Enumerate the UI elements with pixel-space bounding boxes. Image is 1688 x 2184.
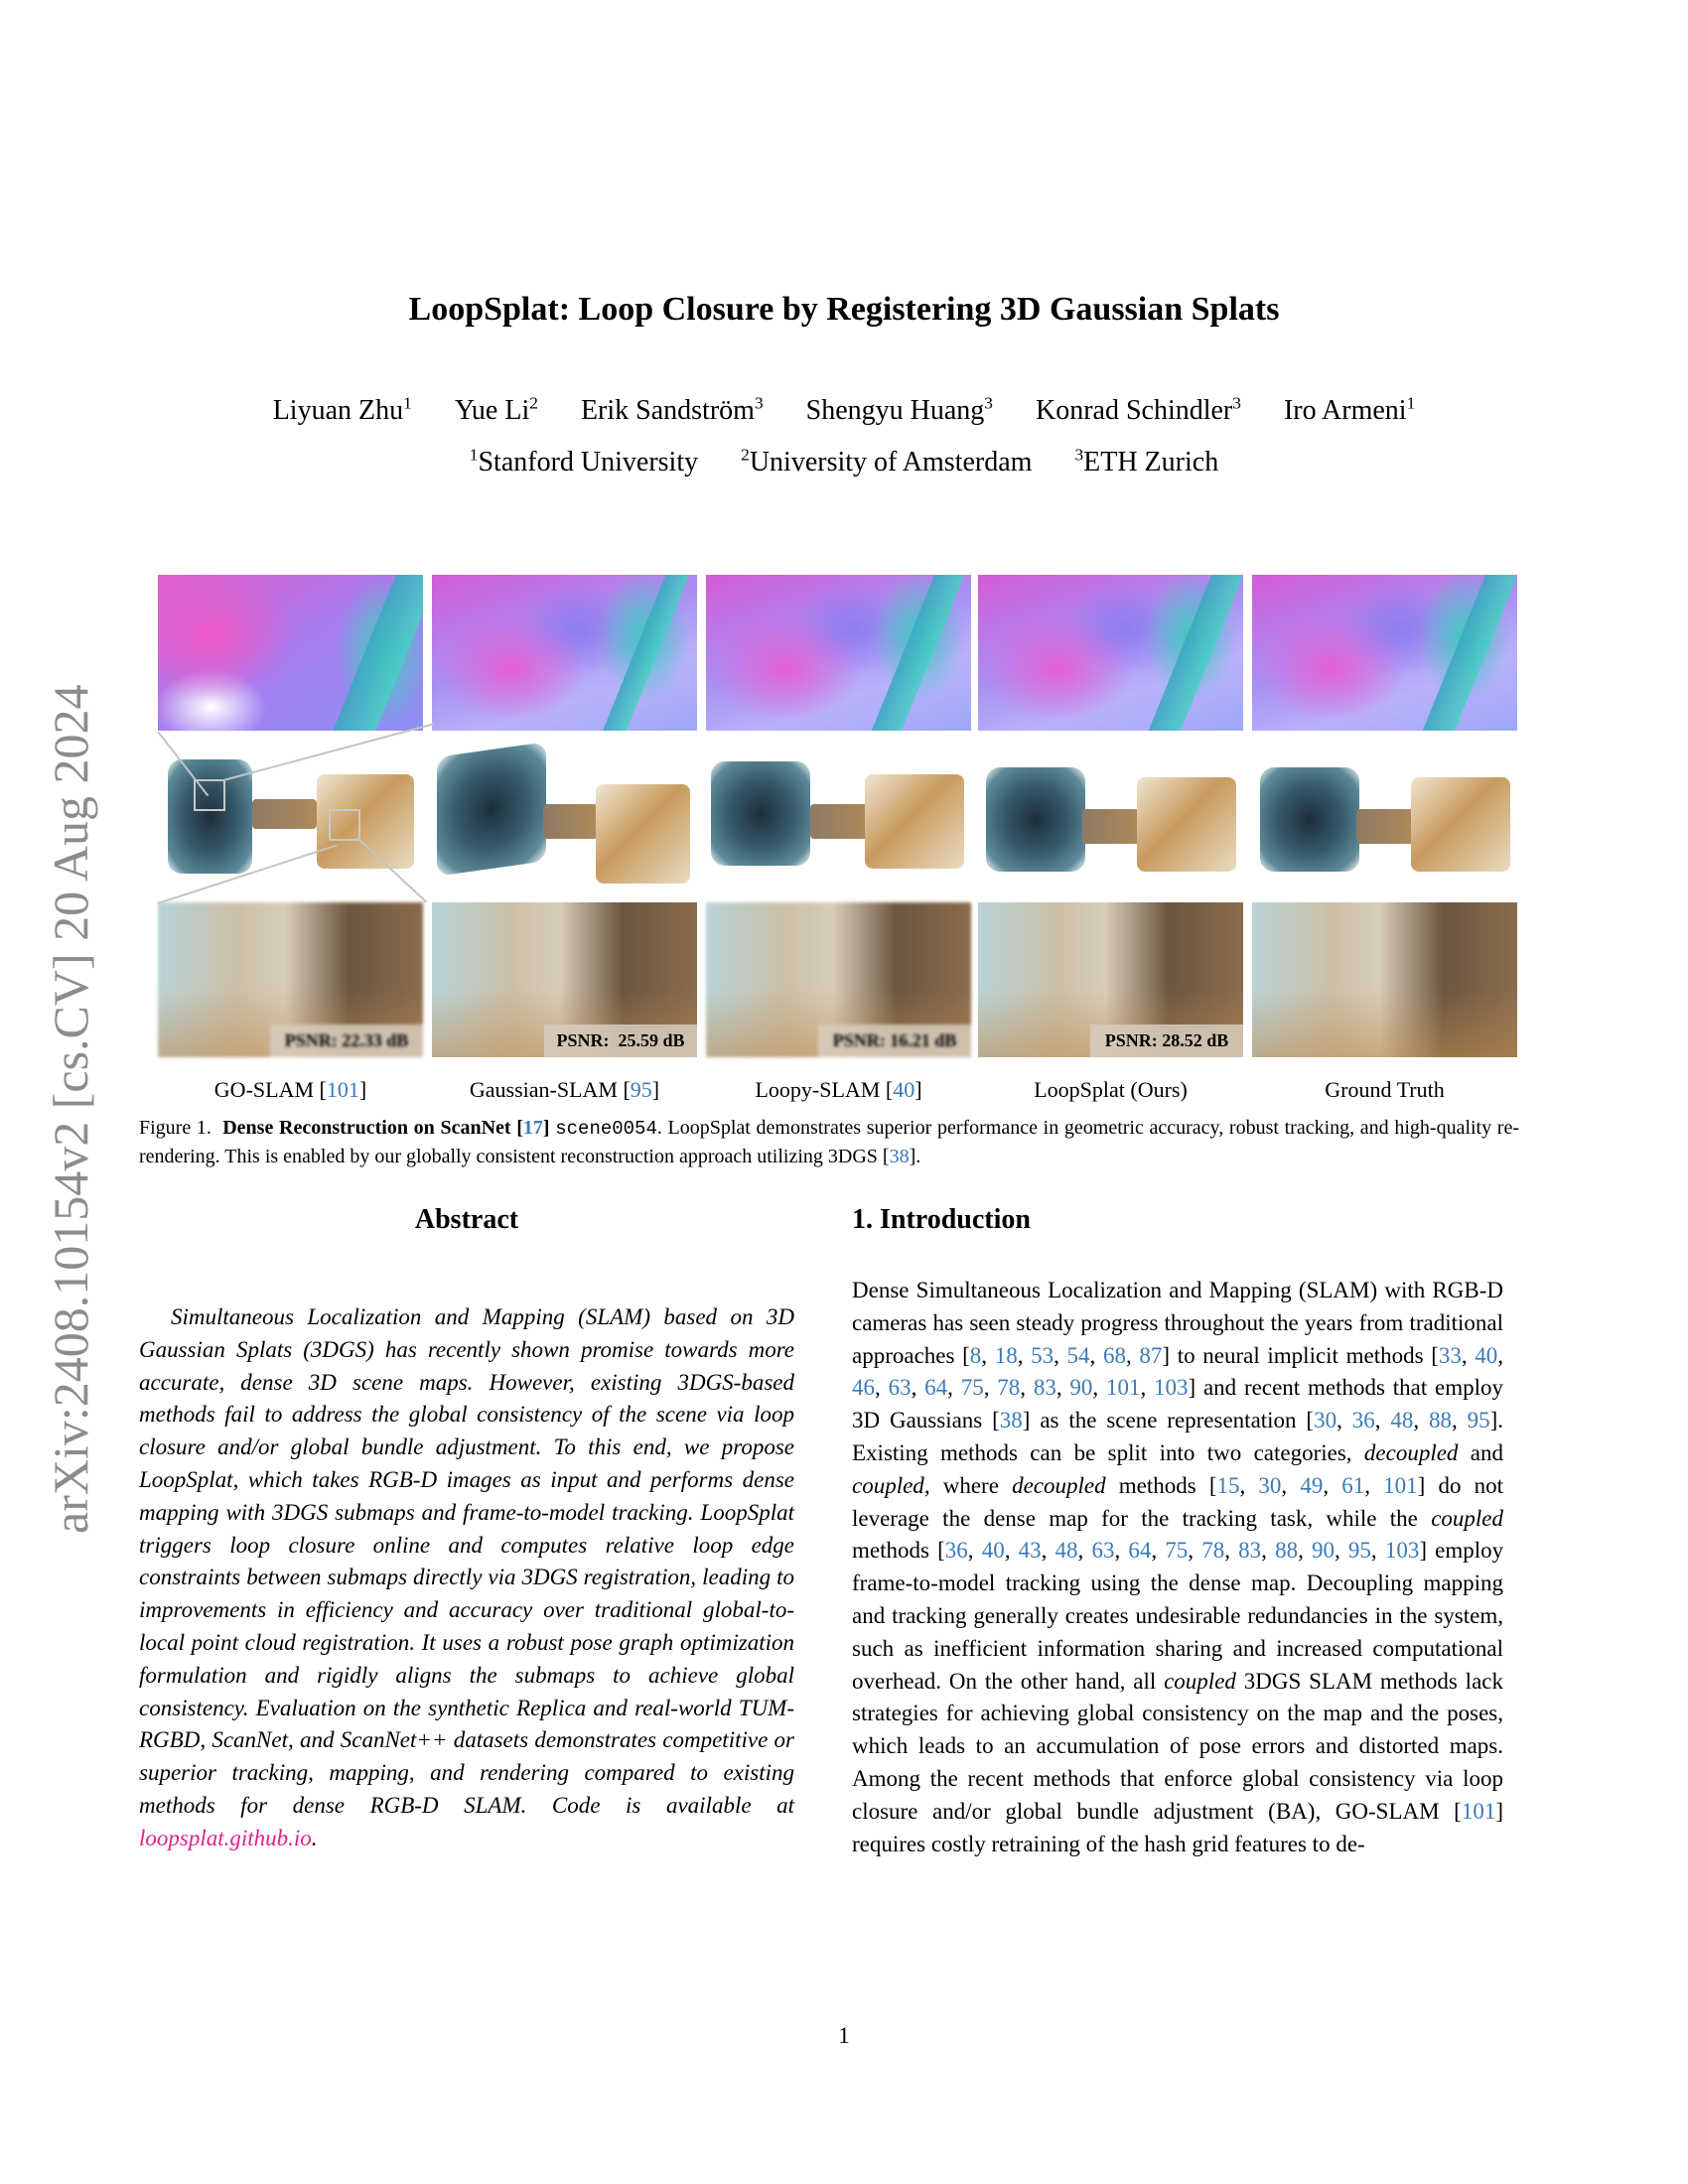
body-text: , — [1054, 1342, 1067, 1368]
body-text: , — [1092, 1375, 1106, 1401]
abstract-heading: Abstract — [414, 1204, 519, 1235]
method-name: Ground Truth — [1325, 1077, 1445, 1102]
scene-id: scene0054 — [555, 1118, 657, 1140]
figure-label: Figure 1. — [139, 1117, 211, 1139]
affiliation — [1074, 446, 1218, 479]
citation-link[interactable]: 40 — [1475, 1342, 1498, 1368]
citation-link[interactable]: 15 — [1216, 1472, 1240, 1498]
caption-bold — [222, 1117, 549, 1139]
citation-link[interactable]: 36 — [944, 1538, 968, 1564]
body-text: , — [1281, 1472, 1301, 1498]
citation-link[interactable]: 18 — [994, 1342, 1018, 1368]
psnr-label: PSNR: 28.52 dB — [1090, 1024, 1243, 1057]
figure-caption — [139, 1114, 1519, 1170]
affiliation-marker: 1 — [1406, 393, 1416, 413]
citation-link[interactable]: 95 — [1347, 1538, 1371, 1564]
method-name: LoopSplat (Ours) — [1034, 1077, 1188, 1102]
abstract-body — [139, 1301, 794, 1855]
method-label-loopsplat — [978, 1077, 1243, 1103]
author — [1036, 394, 1241, 428]
normal-map-ground-truth — [1252, 575, 1517, 731]
method-label-go-slam: GO-SLAM [101] — [213, 1077, 367, 1102]
body-text: , — [1224, 1538, 1239, 1564]
body-text: Dense Simultaneous Localization and Mapping (SLAM) with RGB-D cameras has seen steady progress throughout the years from traditional approaches [ — [852, 1278, 1503, 1368]
method-label-gaussian-slam: Gaussian-SLAM [95] — [469, 1077, 660, 1102]
citation-link[interactable]: 36 — [1351, 1408, 1375, 1433]
zoom-box — [329, 809, 360, 841]
citation-link[interactable]: 101 — [1105, 1375, 1141, 1401]
citation-link[interactable]: 61 — [1341, 1472, 1365, 1498]
page-number: 1 — [838, 2023, 850, 2048]
citation-link[interactable]: 43 — [1018, 1538, 1042, 1564]
paper-title: LoopSplat: Loop Closure by Registering 3D Gaussian Splats — [408, 291, 1280, 328]
render-loopsplat — [978, 902, 1243, 1057]
affiliation-number: 1 — [469, 445, 479, 465]
citation-link[interactable]: 63 — [1091, 1538, 1115, 1564]
affiliation-name: University of Amsterdam — [749, 447, 1033, 478]
body-text: , — [981, 1342, 995, 1368]
body-text: , — [1413, 1408, 1429, 1433]
body-text: , — [1017, 1342, 1032, 1368]
psnr-label: PSNR: 16.21 dB — [818, 1024, 971, 1057]
citation-link[interactable]: 30 — [1314, 1408, 1337, 1433]
affiliation-number: 2 — [741, 445, 750, 465]
body-text: , — [1461, 1342, 1476, 1368]
body-text: , — [1114, 1538, 1129, 1564]
citation-link[interactable]: 54 — [1066, 1342, 1090, 1368]
body-text: , — [1020, 1375, 1034, 1401]
reconstruction-gaussian-slam — [432, 740, 697, 893]
body-text: , — [1370, 1538, 1385, 1564]
abstract-end: . — [311, 1825, 318, 1850]
body-text: , — [1151, 1538, 1166, 1564]
body-text: , — [1334, 1538, 1348, 1564]
body-text: , — [875, 1375, 889, 1401]
author-name: Konrad Schindler — [1035, 395, 1233, 426]
author-name: Shengyu Huang — [805, 395, 985, 426]
citation-link[interactable]: 53 — [1031, 1342, 1055, 1368]
body-text: , — [1125, 1342, 1140, 1368]
citation-link[interactable]: 101 — [1383, 1472, 1418, 1498]
caption-bold-text: Dense Reconstruction on ScanNet [ — [222, 1117, 523, 1139]
method-label-loopy-slam: Loopy-SLAM [40] — [755, 1077, 922, 1102]
emphasis-text: coupled — [852, 1472, 924, 1498]
author — [581, 394, 764, 428]
body-text: , — [1298, 1538, 1312, 1564]
render-gaussian-slam — [432, 902, 697, 1057]
body-text: , — [1188, 1538, 1202, 1564]
body-text: , — [1089, 1342, 1103, 1368]
psnr-label: PSNR: 25.59 dB — [544, 1024, 697, 1057]
citation-link[interactable]: 95 — [630, 1077, 652, 1102]
body-text: , — [1374, 1408, 1391, 1433]
citation-link[interactable]: 75 — [960, 1375, 984, 1401]
citation-link[interactable]: 88 — [1275, 1538, 1299, 1564]
body-text: ]. Existing methods can be split into two categories, — [852, 1408, 1504, 1465]
citation-link[interactable]: 90 — [1069, 1375, 1093, 1401]
citation-link[interactable]: 48 — [1055, 1538, 1078, 1564]
abstract-text: Simultaneous Localization and Mapping (SLAM) based on 3D Gaussian Splats (3DGS) has recently shown promise towards more accurate, dense 3D scene maps. However, existing 3DGS-based methods fail to address the global consistency of the scene via loop closure and/or global bundle adjustment. To this end, we propose LoopSplat, which takes RGB-D images as input and performs dense mapping with 3DGS submaps and frame-to-model tracking. LoopSplat triggers loop closure online and computes relative loop edge constraints between submaps directly via 3DGS registration, leading to improvements in efficiency and accuracy over traditional global-to-local point cloud registration. It uses a robust pose graph optimization formulation and rigidly aligns the submaps to achieve global consistency. Evaluation on the synthetic Replica and real-world TUM-RGBD, ScanNet, and ScanNet++ datasets demonstrates competitive or superior tracking, mapping, and rendering compared to existing methods for dense RGB-D SLAM. Code is available at — [139, 1304, 794, 1818]
citation-link[interactable]: 40 — [893, 1077, 915, 1102]
body-text: , — [1077, 1538, 1092, 1564]
method-label-ground-truth — [1252, 1077, 1517, 1103]
affiliation-marker: 3 — [754, 393, 764, 413]
author — [806, 394, 993, 428]
body-text: , — [947, 1375, 961, 1401]
affiliation-marker: 3 — [1232, 393, 1241, 413]
body-text: , where — [923, 1472, 1013, 1498]
body-text: , — [1336, 1408, 1352, 1433]
citation-link[interactable]: 49 — [1300, 1472, 1324, 1498]
citation-link[interactable]: 48 — [1390, 1408, 1414, 1433]
render-ground-truth — [1252, 902, 1517, 1057]
citation-link[interactable]: 88 — [1428, 1408, 1452, 1433]
citation-link[interactable]: 78 — [1201, 1538, 1225, 1564]
normal-map-loopsplat — [978, 575, 1243, 731]
body-text: and — [1458, 1439, 1503, 1465]
citation-link[interactable]: 87 — [1139, 1342, 1163, 1368]
body-text: , — [1451, 1408, 1468, 1433]
author-name: Iro Armeni — [1283, 395, 1407, 426]
caption-bold-end: ] — [542, 1117, 550, 1139]
project-link[interactable]: loopsplat.github.io — [139, 1825, 312, 1850]
citation-link[interactable]: 38 — [999, 1408, 1023, 1433]
author — [1284, 394, 1415, 428]
body-text: , — [983, 1375, 998, 1401]
citation-link[interactable]: 30 — [1258, 1472, 1282, 1498]
citation-link[interactable]: 101 — [326, 1077, 359, 1102]
reconstruction-loopy-slam — [706, 740, 971, 893]
method-name: Gaussian-SLAM — [469, 1077, 618, 1102]
author — [455, 394, 538, 428]
citation-link[interactable]: 40 — [981, 1538, 1005, 1564]
citation-link[interactable]: 78 — [997, 1375, 1021, 1401]
author — [273, 394, 412, 428]
affiliation-number: 3 — [1074, 445, 1084, 465]
affiliation-name: ETH Zurich — [1083, 447, 1219, 478]
body-text: ] and recent methods that employ 3D Gaussians [ — [852, 1375, 1504, 1433]
body-text: ] as the scene representation [ — [1022, 1408, 1315, 1433]
citation-link[interactable]: 46 — [852, 1375, 875, 1401]
citation-link[interactable]: 75 — [1165, 1538, 1189, 1564]
caption-text-end: ]. — [909, 1146, 921, 1167]
psnr-label: PSNR: 22.33 dB — [270, 1024, 423, 1057]
body-text: , — [1239, 1472, 1259, 1498]
body-text: methods [ — [852, 1538, 945, 1564]
citation-link[interactable]: 17 — [522, 1117, 543, 1139]
citation-link[interactable]: 64 — [924, 1375, 948, 1401]
introduction-heading: 1. Introduction — [852, 1204, 1031, 1235]
citation-link[interactable]: 95 — [1467, 1408, 1490, 1433]
body-text: , — [1004, 1538, 1019, 1564]
emphasis-text: coupled — [1431, 1505, 1503, 1531]
render-go-slam — [158, 902, 423, 1057]
body-text: 3DGS SLAM methods lack strategies for achieving global consistency on the map and the poses, which leads to an accumulation of pose errors and distorted maps. Among the recent methods that enforce global consistency via loop closure and/or global bundle adjustment (BA), GO-SLAM [ — [852, 1668, 1503, 1824]
body-text: , — [1497, 1342, 1504, 1368]
citation-link[interactable]: 101 — [1461, 1798, 1496, 1824]
body-text: methods [ — [1105, 1472, 1217, 1498]
normal-map-go-slam — [158, 575, 423, 731]
body-text: , — [911, 1375, 925, 1401]
emphasis-text: decoupled — [1363, 1439, 1459, 1465]
affiliation-list — [0, 446, 1688, 479]
affiliation-marker: 1 — [403, 393, 412, 413]
emphasis-text: decoupled — [1012, 1472, 1106, 1498]
body-text: ] employ frame-to-model tracking using the dense map. Decoupling mapping and tracking generally creates undesirable redundancies in the system, such as inefficient information sharing and increased computational overhead. On the other hand, all — [852, 1538, 1504, 1694]
citation-link[interactable]: 38 — [889, 1146, 910, 1167]
reconstruction-ground-truth — [1252, 740, 1517, 893]
affiliation-marker: 2 — [529, 393, 538, 413]
affiliation-marker: 3 — [984, 393, 993, 413]
normal-map-gaussian-slam — [432, 575, 697, 731]
body-text: , — [1140, 1375, 1154, 1401]
body-text: , — [1364, 1472, 1384, 1498]
citation-link[interactable]: 8 — [969, 1342, 982, 1368]
body-text: ] requires costly retraining of the hash grid features to de- — [852, 1798, 1503, 1856]
body-text: , — [967, 1538, 982, 1564]
author-list — [0, 394, 1688, 428]
method-name: GO-SLAM — [213, 1077, 315, 1102]
author-name: Liyuan Zhu — [272, 395, 404, 426]
citation-link[interactable]: 33 — [1438, 1342, 1462, 1368]
citation-link[interactable]: 83 — [1033, 1375, 1056, 1401]
citation-link[interactable]: 103 — [1384, 1538, 1420, 1564]
affiliation-name: Stanford University — [478, 447, 699, 478]
author-name: Erik Sandström — [580, 395, 755, 426]
arxiv-stamp: arXiv:2408.10154v2 [cs.CV] 20 Aug 2024 — [43, 684, 98, 1534]
body-text: ] do not leverage the dense map for the tracking task, while the — [852, 1472, 1503, 1531]
citation-link[interactable]: 68 — [1102, 1342, 1126, 1368]
emphasis-text: coupled — [1164, 1668, 1236, 1694]
citation-link[interactable]: 103 — [1154, 1375, 1189, 1401]
render-loopy-slam — [706, 902, 971, 1057]
citation-link[interactable]: 83 — [1238, 1538, 1262, 1564]
introduction-body — [852, 1275, 1503, 1860]
affiliation — [470, 446, 698, 479]
citation-link[interactable]: 90 — [1311, 1538, 1335, 1564]
body-text: ] to neural implicit methods [ — [1162, 1342, 1439, 1368]
normal-map-loopy-slam — [706, 575, 971, 731]
body-text: , — [1055, 1375, 1070, 1401]
body-text: , — [1261, 1538, 1276, 1564]
method-name: Loopy-SLAM — [755, 1077, 881, 1102]
caption-text: . LoopSplat demonstrates superior performance in geometric accuracy, robust tracking, and high-quality re-rendering. This is enabled by our globally consistent reconstruction approach utilizing 3DGS [ — [139, 1117, 1519, 1167]
author-name: Yue Li — [454, 395, 530, 426]
reconstruction-loopsplat — [978, 740, 1243, 893]
citation-link[interactable]: 63 — [888, 1375, 912, 1401]
body-text: , — [1323, 1472, 1342, 1498]
affiliation — [741, 446, 1032, 479]
citation-link[interactable]: 64 — [1128, 1538, 1152, 1564]
body-text: , — [1041, 1538, 1055, 1564]
